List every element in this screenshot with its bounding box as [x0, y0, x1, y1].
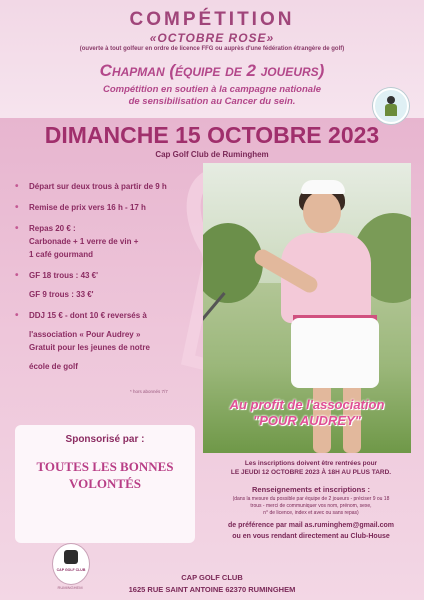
registration-detail-3: n° de licence, index et avec ou sans repas) [263, 510, 359, 516]
ddj-line-4: école de golf [29, 362, 78, 371]
event-info-list [15, 180, 205, 381]
info-item-prizes: • Remise de prix vers 16 h - 17 h [15, 201, 205, 214]
meal-line-2: Carbonade + 1 verre de vin + [29, 237, 139, 246]
ddj-line-3: Gratuit pour les jeunes de notre [29, 343, 150, 352]
info-item-ddj [15, 309, 205, 373]
event-venue: Cap Golf Club de Ruminghem [155, 150, 269, 159]
club-logo-name: CAP GOLF CLUB [56, 568, 86, 572]
page-title: COMPÉTITION [129, 9, 295, 30]
meal-line-3: 1 café gourmand [29, 250, 94, 259]
golfer-face [303, 191, 341, 233]
sponsor-line-2: VOLONTÉS [69, 476, 141, 491]
ddj-line-1: • DDJ 15 € - dont 10 € reversés à [29, 311, 147, 320]
registration-detail-1: (dans la mesure du possible par équipe de 2 joueurs - préciser 9 ou 18 [232, 496, 390, 502]
competition-format: Chapman (équipe de 2 joueurs) [99, 61, 325, 80]
club-logo-sub: RUMINGHEM [57, 585, 83, 590]
registration-clubhouse: ou en vous rendant directement au Club-House [232, 533, 390, 540]
registration-detail-2: trous - merci de communiquer vos nom, prénom, sexe, [250, 503, 372, 509]
caption-line-1: Au profit de l'association [229, 397, 385, 412]
footer-club-name: CAP GOLF CLUB [181, 573, 243, 582]
page-subtitle: «OCTOBRE ROSE» [149, 31, 275, 45]
event-date: DIMANCHE 15 OCTOBRE 2023 [44, 122, 380, 148]
registration-details [205, 496, 417, 517]
info-item-start: • Départ sur deux trous à partir de 9 h [15, 180, 205, 193]
sponsor-text [15, 458, 195, 492]
ffg-logo-icon [373, 88, 409, 124]
sponsor-title: Sponsorisé par : [65, 434, 145, 445]
eligibility-note: (ouverte à tout golfeur en ordre de licence FFG ou auprès d'une fédération étrangère de golf) [79, 46, 345, 52]
registration-heading: Renseignements et inscriptions : [252, 485, 370, 494]
ddj-line-2: l'association « Pour Audrey » [29, 330, 141, 339]
golf-club [203, 292, 226, 386]
support-line-2: de sensibilisation au Cancer du sein. [128, 96, 296, 107]
sponsor-line-1: TOUTES LES BONNES [36, 459, 174, 474]
club-logo-figure [64, 550, 78, 564]
meal-line-1: • Repas 20 € : [29, 224, 76, 233]
registration-deadline-intro: Les inscriptions doivent être rentrées pour [244, 460, 378, 467]
golfer-visor [301, 180, 345, 194]
gf18-price: • GF 18 trous : 43 €' [29, 271, 99, 280]
golfer-skirt [291, 318, 379, 388]
info-item-meal [15, 222, 205, 261]
campaign-support [0, 84, 424, 108]
registration-email[interactable]: de préférence par mail as.ruminghem@gmail.com [228, 522, 394, 529]
association-caption [203, 397, 411, 429]
fee-footnote: * hors abonnés 7/7 [130, 389, 168, 394]
gf9-price: GF 9 trous : 33 €' [29, 290, 94, 299]
info-item-green-fees [15, 269, 205, 301]
footer-address: 1625 RUE SAINT ANTOINE 62370 RUMINGHEM [128, 585, 296, 594]
sponsor-box [15, 425, 195, 543]
registration-deadline: LE JEUDI 12 OCTOBRE 2023 À 18H AU PLUS TARD. [230, 469, 392, 476]
caption-line-2: "POUR AUDREY" [253, 413, 361, 428]
support-line-1: Compétition en soutien à la campagne nationale [102, 84, 321, 95]
registration-info [205, 459, 417, 540]
